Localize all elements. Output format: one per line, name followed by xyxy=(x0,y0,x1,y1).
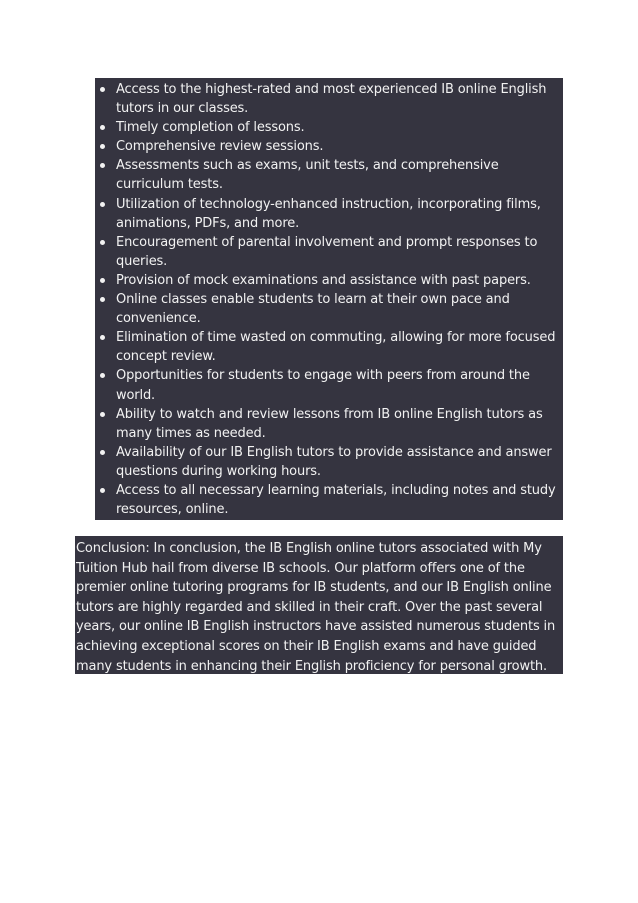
bullet-icon xyxy=(100,125,105,130)
conclusion-paragraph: Conclusion: In conclusion, the IB English online tutors associated with My Tuition Hub hail from diverse IB schools. Our platform offers one of the premier online tutoring programs for IB students, and our IB English online tutors are highly regarded and skilled in their craft. Over the past several years, our online IB English instructors have assisted numerous students in achieving exceptional scores on their IB English exams and have guided many students in enhancing their English proficiency for personal growth. xyxy=(76,541,556,674)
list-item-text: Assessments such as exams, unit tests, and comprehensive curriculum tests. xyxy=(116,158,499,193)
list-item-text: Provision of mock examinations and assistance with past papers. xyxy=(116,272,531,288)
benefits-list-block xyxy=(95,78,563,520)
list-item xyxy=(95,405,563,443)
list-item-text: Access to the highest-rated and most experienced IB online English tutors in our classes. xyxy=(116,82,547,117)
bullet-icon xyxy=(100,202,105,207)
list-item xyxy=(95,328,563,366)
list-item-text: Opportunities for students to engage with peers from around the world. xyxy=(116,368,530,403)
list-item-text: Availability of our IB English tutors to provide assistance and answer questions during working hours. xyxy=(116,444,552,479)
bullet-icon xyxy=(100,450,105,455)
bullet-icon xyxy=(100,87,105,92)
bullet-icon xyxy=(100,240,105,245)
list-item-text: Timely completion of lessons. xyxy=(116,120,305,136)
list-item xyxy=(95,481,563,519)
bullet-icon xyxy=(100,488,105,493)
bullet-icon xyxy=(100,373,105,378)
list-item xyxy=(95,80,563,118)
list-item xyxy=(95,290,563,328)
list-item-text: Utilization of technology-enhanced instruction, incorporating films, animations, PDFs, and more. xyxy=(116,196,541,231)
list-item xyxy=(95,137,563,156)
bullet-icon xyxy=(100,144,105,149)
list-item xyxy=(95,195,563,233)
bullet-icon xyxy=(100,163,105,168)
list-item xyxy=(95,118,563,137)
bullet-icon xyxy=(100,335,105,340)
list-item xyxy=(95,233,563,271)
list-item xyxy=(95,443,563,481)
list-item xyxy=(95,366,563,404)
conclusion-block xyxy=(75,536,563,674)
bullet-icon xyxy=(100,412,105,417)
list-item-text: Ability to watch and review lessons from IB online English tutors as many times as needed. xyxy=(116,406,543,441)
list-item-text: Comprehensive review sessions. xyxy=(116,139,324,155)
bullet-icon xyxy=(100,278,105,283)
list-item xyxy=(95,271,563,290)
bullet-icon xyxy=(100,297,105,302)
benefits-list xyxy=(95,80,563,519)
list-item xyxy=(95,156,563,194)
list-item-text: Access to all necessary learning materials, including notes and study resources, online. xyxy=(116,482,556,518)
list-item-text: Encouragement of parental involvement and prompt responses to queries. xyxy=(116,234,538,269)
list-item-text: Online classes enable students to learn at their own pace and convenience. xyxy=(116,292,510,327)
list-item-text: Elimination of time wasted on commuting, allowing for more focused concept review. xyxy=(116,330,556,365)
